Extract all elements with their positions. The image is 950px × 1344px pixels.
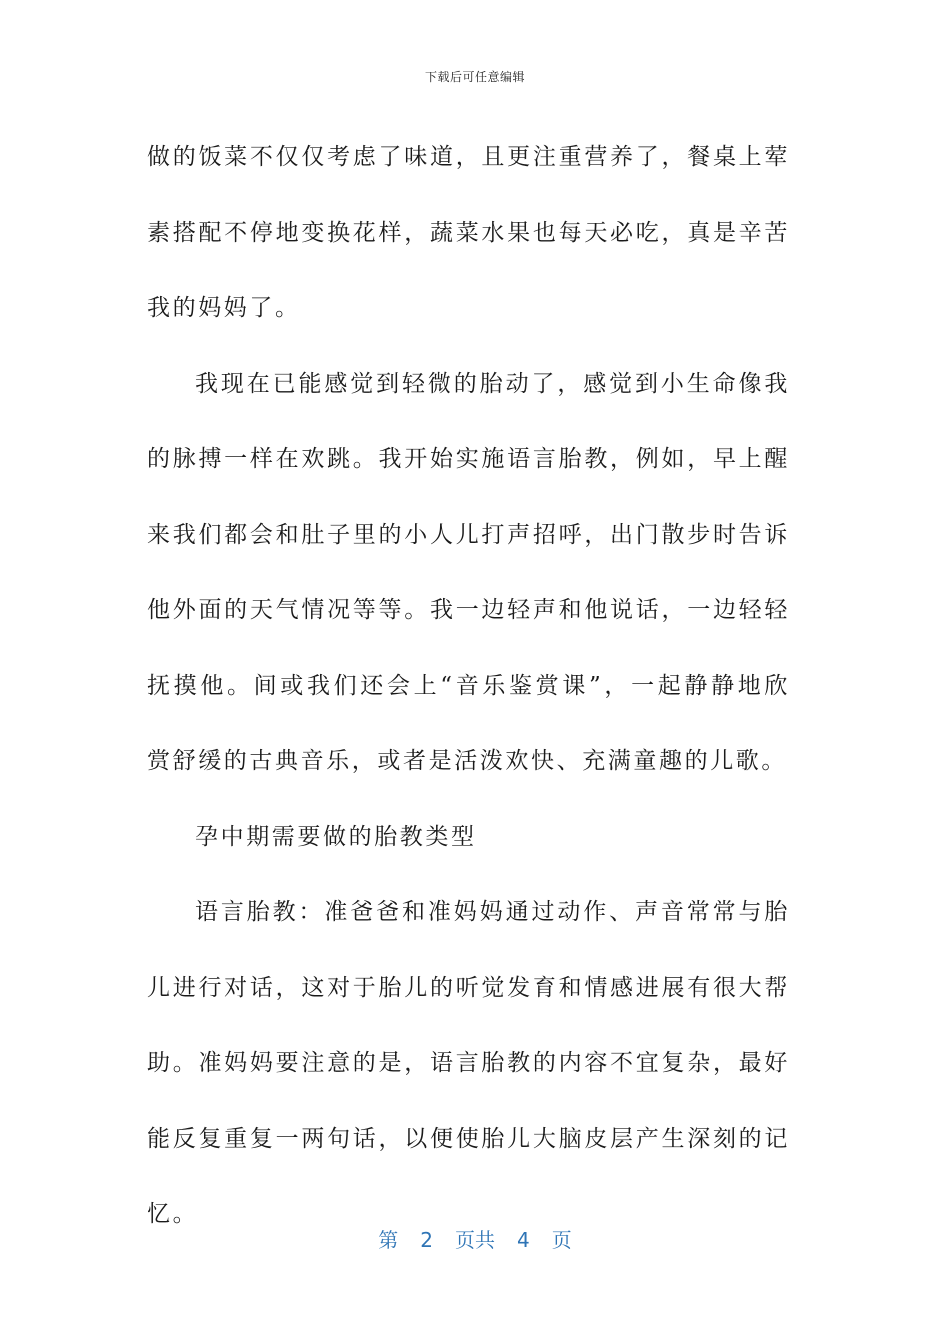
- page-label-suffix: 页: [551, 1228, 572, 1252]
- current-page-number: 2: [420, 1228, 433, 1252]
- document-body: [147, 120, 790, 1253]
- page-label-prefix: 第: [378, 1228, 399, 1252]
- total-pages-number: 4: [517, 1228, 530, 1252]
- paragraph: 语言胎教：准爸爸和准妈妈通过动作、声音常常与胎儿进行对话，这对于胎儿的听觉发育和情感进展有很大帮助。准妈妈要注意的是，语言胎教的内容不宜复杂，最好能反复重复一两句话，以便使胎儿大脑皮层产生深刻的记忆。: [147, 899, 790, 1227]
- page-footer: [0, 1224, 950, 1253]
- section-heading: 孕中期需要做的胎教类型: [195, 823, 477, 850]
- paragraph: 我现在已能感觉到轻微的胎动了，感觉到小生命像我的脉搏一样在欢跳。我开始实施语言胎教，例如，早上醒来我们都会和肚子里的小人儿打声招呼，出门散步时告诉他外面的天气情况等等。我一边轻声和他说话，一边轻轻抚摸他。间或我们还会上“音乐鉴赏课”，一起静静地欣赏舒缓的古典音乐，或者是活泼欢快、充满童趣的儿歌。: [147, 370, 790, 774]
- header-note: 下载后可任意编辑: [424, 70, 525, 84]
- page-label-mid: 页共: [455, 1228, 495, 1252]
- paragraph: 做的饭菜不仅仅考虑了味道，且更注重营养了，餐桌上荤素搭配不停地变换花样，蔬菜水果也每天必吃，真是辛苦我的妈妈了。: [147, 144, 790, 321]
